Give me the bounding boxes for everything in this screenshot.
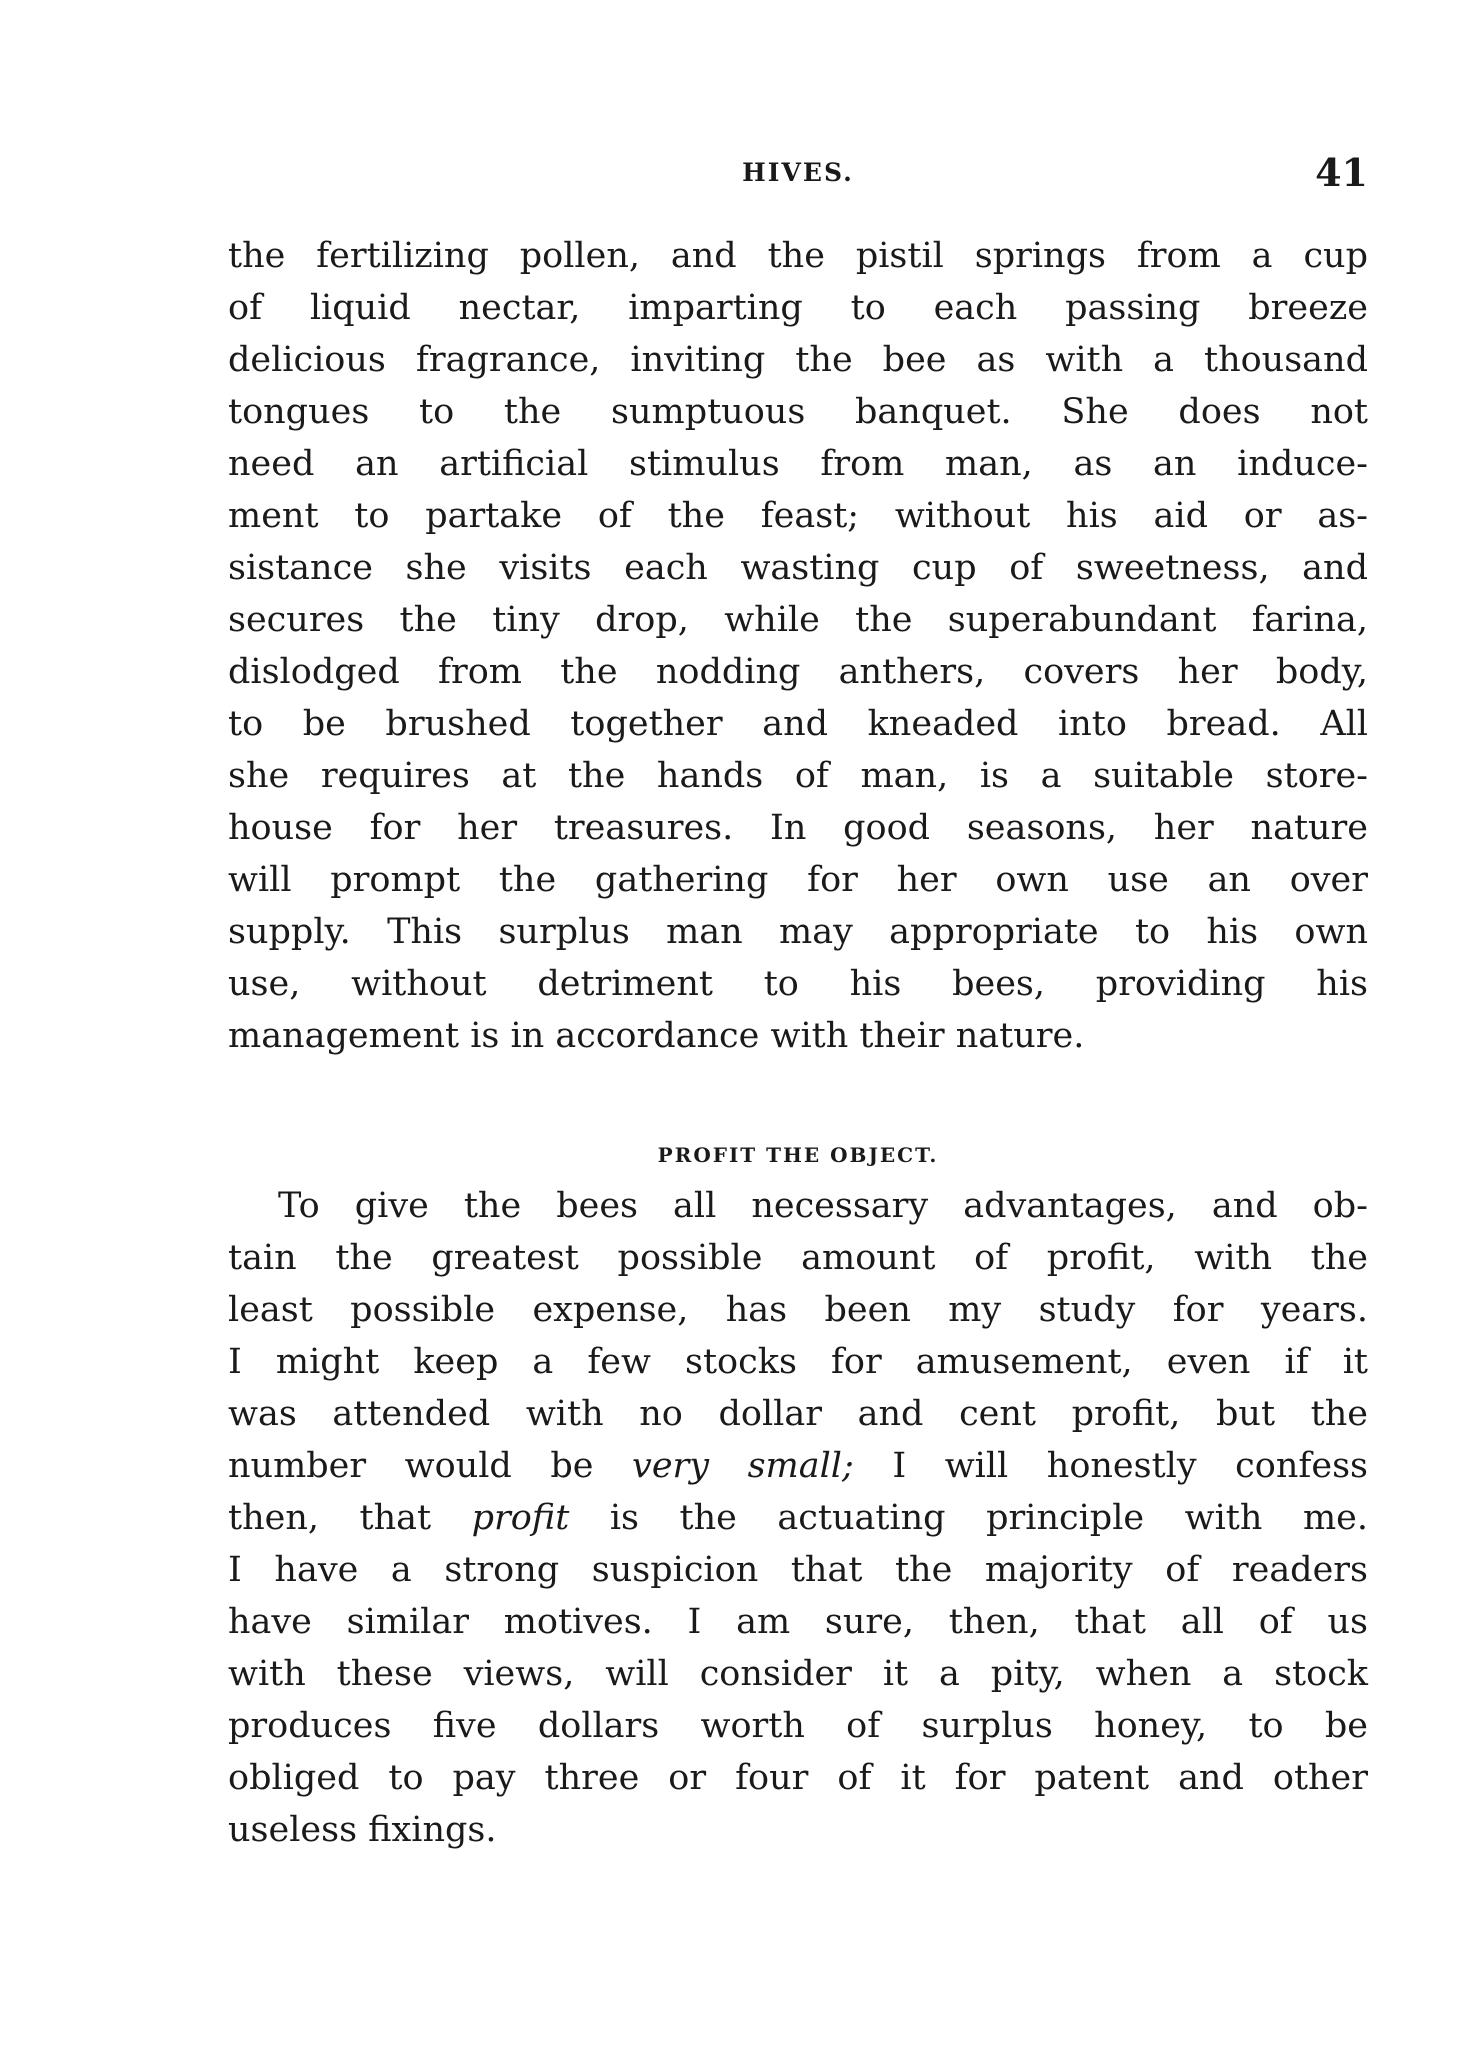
line-text-post: I will honestly confess (853, 1446, 1368, 1486)
text-line: she requires at the hands of man, is a suitable store- (228, 756, 1368, 796)
text-line: have similar motives. I am sure, then, that all of us (228, 1602, 1368, 1642)
page-header (228, 150, 1368, 210)
text-line: ment to partake of the feast; without his aid or as- (228, 496, 1368, 536)
text-line: delicious fragrance, inviting the bee as with a thousand (228, 340, 1368, 380)
text-line: I might keep a few stocks for amusement, even if it (228, 1342, 1368, 1382)
text-line: management is in accordance with their nature. (228, 1016, 1085, 1056)
text-line: to be brushed together and kneaded into bread. All (228, 704, 1368, 744)
emphasis-text: very small; (632, 1446, 854, 1486)
text-line: produces five dollars worth of surplus honey, to be (228, 1706, 1368, 1746)
text-line: with these views, will consider it a pity, when a stock (228, 1654, 1368, 1694)
text-line: To give the bees all necessary advantages, and ob- (278, 1186, 1368, 1226)
text-line: useless fixings. (228, 1810, 497, 1850)
line-text-post: is the actuating principle with me. (569, 1498, 1368, 1538)
text-line: least possible expense, has been my study for years. (228, 1290, 1368, 1330)
page-number: 41 (1315, 150, 1368, 195)
text-line: use, without detriment to his bees, providing his (228, 964, 1368, 1004)
text-line: will prompt the gathering for her own use an over (228, 860, 1368, 900)
running-head: HIVES. (742, 158, 854, 187)
text-line: dislodged from the nodding anthers, covers her body, (228, 652, 1368, 692)
text-line: supply. This surplus man may appropriate to his own (228, 912, 1368, 952)
text-line: I have a strong suspicion that the majority of readers (228, 1550, 1368, 1590)
paragraph-continuation (228, 230, 1368, 1062)
text-line: tain the greatest possible amount of profit, with the (228, 1238, 1368, 1278)
line-text-pre: number would be (228, 1446, 633, 1486)
text-line: secures the tiny drop, while the superabundant farina, (228, 600, 1368, 640)
text-line: was attended with no dollar and cent profit, but the (228, 1394, 1368, 1434)
line-text-pre: then, that (228, 1498, 472, 1538)
text-line-emphasis (228, 1492, 1368, 1544)
text-line: sistance she visits each wasting cup of sweetness, and (228, 548, 1368, 588)
text-line: obliged to pay three or four of it for patent and other (228, 1758, 1368, 1798)
emphasis-text: profit (471, 1498, 570, 1538)
text-line: house for her treasures. In good seasons, her nature (228, 808, 1368, 848)
text-line: tongues to the sumptuous banquet. She does not (228, 392, 1368, 432)
paragraph-profit (228, 1180, 1368, 1856)
text-line: of liquid nectar, imparting to each passing breeze (228, 288, 1368, 328)
text-line-emphasis (228, 1440, 1368, 1492)
text-line: need an artificial stimulus from man, as an induce- (228, 444, 1368, 484)
section-heading: PROFIT THE OBJECT. (657, 1143, 939, 1167)
text-line: the fertilizing pollen, and the pistil springs from a cup (228, 236, 1368, 276)
